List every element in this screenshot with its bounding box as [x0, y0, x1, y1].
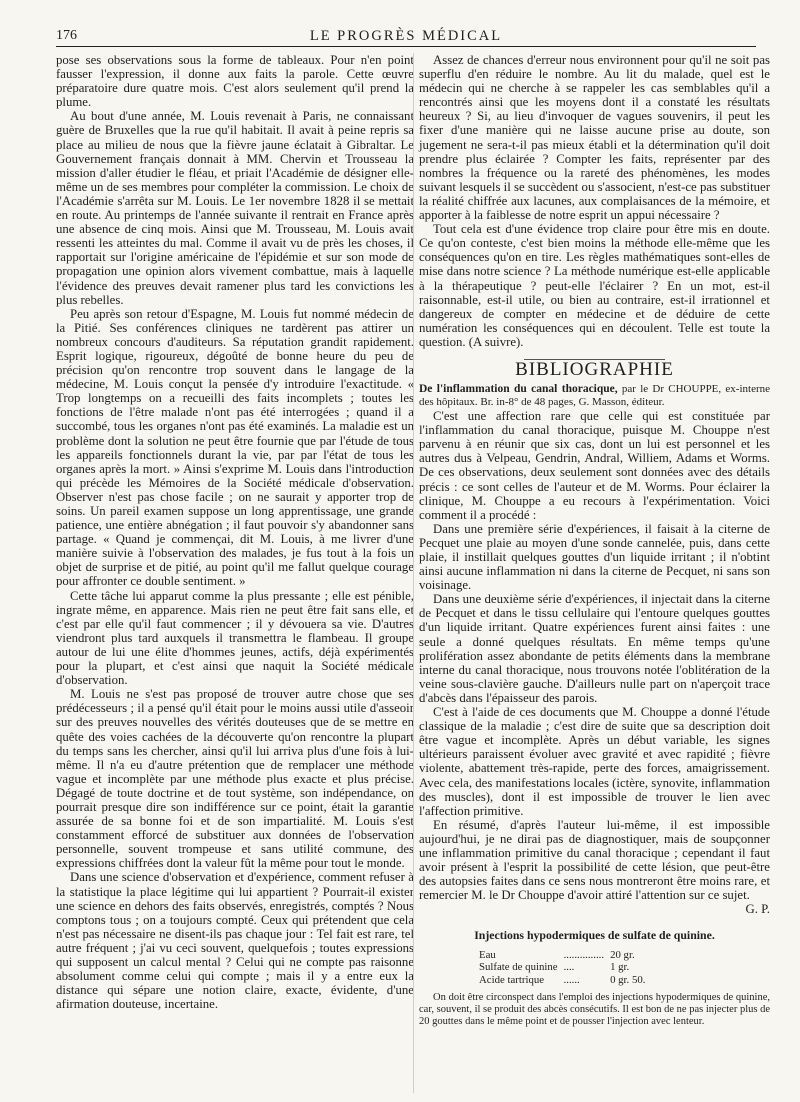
right-column [419, 53, 770, 1029]
running-head: LE PROGRÈS MÉDICAL [309, 28, 503, 44]
formula-note: On doit être circonspect dans l'emploi des injections hypodermiques de quinine, car, souvent, il se produit des abcès consécutifs. Il est bon de ne pas injecter plus de 20 gouttes dans le même point et de pousser l'injection avec lenteur. [419, 992, 770, 1028]
paragraph: Dans une science d'observation et d'expérience, comment refuser à la statistique la place légitime qui lui appartient ? Pourrait-il exister une science en dehors des faits observés, enregistrés, comptés ? Nous comptons tous ; on a toujours compté. Ceux qui prétendent que cela n'est pas nécessaire ne disent-ils pas chaque jour : Tel fait est rare, tel autre fréquent ; j'ai vu ceci souvent, quelquefois ; toutes expressions qui supposent un calcul mental ? Celui qui ne compte pas raisonne absolument comme celui qui compte ; mais il y a entre eux la distance qui sépare une notion claire, exacte, évidente, d'une afirmation douteuse, incertaine. [56, 870, 414, 1012]
paragraph: Tout cela est d'une évidence trop claire pour être mis en doute. Ce qu'on conteste, c'est bien moins la méthode elle-même que les conséquences qu'on en tire. Les règles mathématiques sont-elles de mise dans notre science ? La méthode numérique est-elle applicable à la thérapeutique ? peut-elle l'éclairer ? En un mot, est-il raisonnable, est-il utile, ou bien au contraire, est-il irrationnel et dangereux de compter en médecine et de déduire de cette numération les conséquences qui en découlent. Telle est toute la question. (A suivre). [419, 222, 770, 349]
paragraph: Dans une deuxième série d'expériences, il injectait dans la citerne de Pecquet et dans le tissu cellulaire qui l'entoure quelques gouttes d'un liquide irritant. Quatre expériences furent ainsi faites : une seule a donné quelques résultats. En même temps qu'une prolifération assez abondante de petits éléments dans la membrane interne du canal thoracique, nous trouvons notée l'oblitération de la veine sous-clavière gauche. D'ailleurs nulle part on n'aperçoit trace d'abcès dans l'épaisseur des parois. [419, 592, 770, 705]
formula-row [479, 961, 651, 974]
ingredient-quantity: 1 gr. [610, 961, 630, 974]
review-signature: G. P. [745, 902, 770, 917]
ingredient-name: Eau [479, 948, 496, 961]
leader-dots: .... [563, 961, 575, 974]
paragraph: Assez de chances d'erreur nous environnent pour qu'il ne soit pas superflu d'en réduire le nombre. Au lit du malade, quel est le médecin qui ne cherche à se rappeler les cas semblables qu'il a rencontrés ainsi que les moyens dont il a constaté les résultats heureux ? Si, au lieu d'invoquer de vagues souvenirs, il peut les fixer d'une manière qui ne laisse aucune prise au doute, son jugement ne sera-t-il pas mieux établi et la détermination qu'il doit prendre plus éclairée ? Compter les faits, représenter par des nombres la fréquence ou la rareté des phénomènes, les modes suivant lesquels il se succèdent ou s'associent, n'est-ce pas substituer la réalité chiffrée aux lacunes, aux complaisances de la mémoire, et apporter à la faiblesse de notre esprit un appui nécessaire ? [419, 53, 770, 223]
bibliography-entry-title: De l'inflammation du canal thoracique, [419, 383, 618, 396]
paragraph: C'est à l'aide de ces documents que M. Chouppe a donné l'étude classique de la maladie ; c'est dire de suite que sa description doit être vague et incomplète. Après un début variable, les signes ultérieurs paraissent évoluer avec gravité et avec rapidité ; fièvre violente, abattement très-rapide, perte des forces, amaigrissement. Avec cela, des manifestations locales (ictère, synovite, inflammation des muscles), dont il est impossible de trouver le lien avec l'affection primitive. [419, 705, 770, 818]
ingredient-quantity: 20 gr. [610, 948, 635, 961]
header-rule [56, 46, 756, 47]
page-number: 176 [56, 28, 77, 43]
column-divider [413, 53, 414, 1093]
paragraph: En résumé, d'après l'auteur lui-même, il est impossible aujourd'hui, je ne dirai pas de diagnostiquer, mais de soupçonner une inflammation primitive du canal thoracique ; cependant il faut avoir présent à l'esprit la possibilité de cette lésion, que peut-être des autopsies faites dans ce sens nous montreront être moins rare, et remercier M. le Dr Chouppe d'avoir attiré l'attention sur ce sujet. [419, 817, 770, 903]
left-column [56, 53, 414, 1011]
ingredient-name: Sulfate de quinine [479, 961, 558, 974]
leader-dots: ............... [563, 948, 605, 961]
paragraph: C'est une affection rare que celle qui est constituée par l'inflammation du canal thoracique, puisque M. Chouppe n'est parvenu à en réunir que six cas, dont un lui est personnel et les autres dus à Velpeau, Gendrin, Andral, Williem, Adams et Worms. De ces observations, deux seulement sont données avec des détails précis : ce sont celles de l'auteur et de M. Worms. Pour éclairer la clinique, M. Chouppe a eu recours à l'expérimentation. Voici comment il a procédé : [419, 409, 770, 522]
paragraph: Dans une première série d'expériences, il faisait à la citerne de Pecquet une plaie au moyen d'une sonde cannelée, puis, dans cette plaie, il instillait quelques gouttes d'un liquide irritant ; il n'obtint ainsi aucune inflammation ni dans la citerne de Pecquet, ni sans son voisinage. [419, 521, 770, 593]
ingredient-quantity: 0 gr. 50. [610, 973, 646, 986]
paragraph: Cette tâche lui apparut comme la plus pressante ; elle est pénible, ingrate même, en apparence. Mais rien ne peut être fait sans elle, et c'est par elle qu'il faut commencer ; il y dévouera sa vie. D'autres viendront plus tard auxquels il transmettra le flambeau. Il groupe autour de lui une élite d'hommes jeunes, actifs, déjà expérimentés pour la plupart, et c'est ainsi que naquit la Société médicale d'observation. [56, 588, 414, 688]
bibliography-entry [419, 383, 770, 409]
formula-title: Injections hypodermiques de sulfate de quinine. [474, 928, 715, 943]
formula-row [479, 974, 651, 987]
paragraph: pose ses observations sous la forme de tableaux. Pour n'en point fausser l'expression, il donne aux faits la parole. Cette œuvre préparatoire dure quatre mois. C'est alors seulement qu'il prend la plume. [56, 53, 414, 110]
ingredient-name: Acide tartrique [479, 973, 545, 986]
formula-row [479, 949, 651, 962]
leader-dots: ...... [563, 973, 580, 986]
formula-table [479, 949, 651, 987]
bibliography-entry-meta: par le Dr CHOUPPE, ex-interne des hôpitaux. Br. in-8° de 48 pages, G. Masson, éditeur. [419, 383, 770, 409]
page-header [56, 26, 756, 48]
bibliography-heading: BIBLIOGRAPHIE [419, 359, 770, 377]
paragraph: Au bout d'une année, M. Louis revenait à Paris, ne connaissant guère de Bruxelles que la rue qu'il habitait. Il avait à peine repris sa place au milieu de nous que la fièvre jaune éclatait à Gibraltar. Le Gouvernement français donnait à MM. Chervin et Trousseau la mission d'aller étudier le fléau, et priait l'Académie de désigner elle-même un de ses membres pour compléter la commission. Le choix de l'Académie s'arrêta sur M. Louis. Le 1er novembre 1828 il se mettait en route. Au printemps de l'année suivante il rentrait en France après une absence de cinq mois. Ainsi que M. Trousseau, M. Louis avait ressenti les atteintes du mal. Comme il avait vu de près les choses, il rapportait sur l'origine américaine de l'épidémie et sur son mode de propagation une opinion alors vivement combattue, mais à laquelle l'évidence des preuves devait ramener plus tard les convictions les plus rebelles. [56, 109, 414, 307]
paragraph: Peu après son retour d'Espagne, M. Louis fut nommé médecin de la Pitié. Ses conférences cliniques ne tardèrent pas attirer un nombreux concours d'auditeurs. Sa réputation grandit rapidement. Esprit logique, rigoureux, dégoûté de bonne heure du peu de précision qu'on rencontre trop souvent dans le langage de la médecine, M. Louis conçut la pensée d'y introduire l'exactitude. « Trop longtemps on a recueilli des faits incomplets ; toutes les fonctions de l'être malade n'ont pas été interrogées ; quand il a succombé, tous les organes n'ont pas été examinés. La maladie est un problème dont la solution ne peut être fournie que par l'étude de tous les appareils fonctionnels durant la vie, par par l'état de tous les organes après la mort. » Ainsi s'exprime M. Louis dans l'introduction qui précède les Mémoires de la Société médicale d'observation. Observer n'est pas chose facile ; on ne saurait y apporter trop de soins. Un pareil examen suppose un long apprentissage, une grande patience, une entière abnégation ; il faut pouvoir s'y abandonner sans partage. « Quand je commençai, dit M. Louis, à me livrer d'une manière suivie à l'observation des malades, je fus tout à la fois un objet de surprise et de pitié, au point qu'il me fallut quelque courage pour affronter ce double sentiment. » [56, 306, 414, 589]
paragraph: M. Louis ne s'est pas proposé de trouver autre chose que ses prédécesseurs ; il a pensé qu'il était pour le moins aussi utile d'asseoir sur des preuves nouvelles des vérités douteuses que de se mettre en quête des voies cachées de la découverte qu'on rencontre la plupart du temps sans les chercher, ainsi qu'il lui arriva plus d'une fois à lui-même. Il n'a eu d'autre prétention que de remplacer une méthode vague et incomplète par une méthode plus exacte et plus précise. Dégagé de toute doctrine et de tout système, son indépendance, on pourrait presque dire son indifférence sur ce point, était la garantie assurée de sa bonne foi et de son impartialité. M. Louis s'est constamment efforcé de substituer aux données de l'observation personnelle, souvent trompeuse et sans utilité commune, des expressions chiffrées dont la valeur fût la même pour tout le monde. [56, 687, 414, 871]
